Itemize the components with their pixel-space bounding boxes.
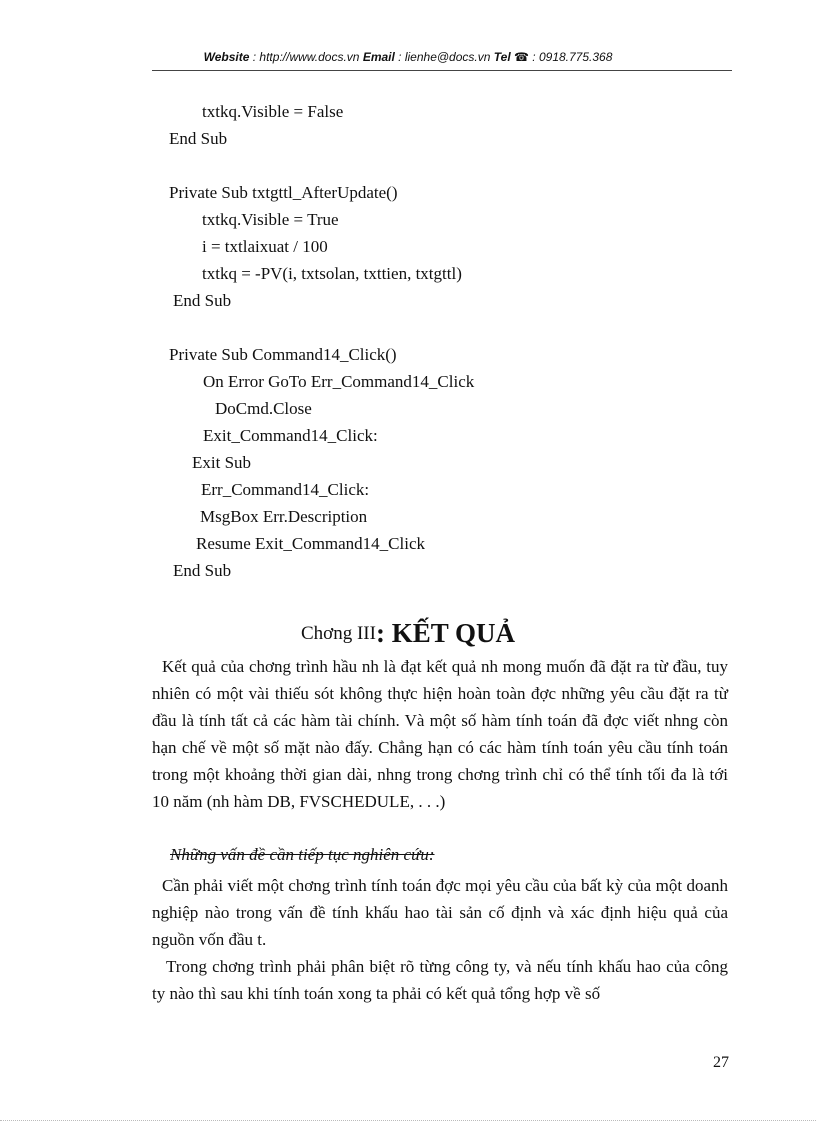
code-line: Exit_Command14_Click: <box>203 426 378 445</box>
email-value: lienhe@docs.vn <box>404 50 491 64</box>
code-line: Exit Sub <box>192 453 252 472</box>
code-line: End Sub <box>173 561 232 580</box>
website-url: http://www.docs.vn <box>259 50 360 64</box>
code-line: Resume Exit_Command14_Click <box>196 534 426 553</box>
code-line: txtkq = -PV(i, txtsolan, txttien, txtgttl) <box>202 264 462 283</box>
code-line: DoCmd.Close <box>215 399 312 418</box>
section-subheading: Những vấn đề cần tiếp tục nghiên cứu: <box>170 845 435 864</box>
results-paragraph: Kết quả của chơng trình hầu nh là đạt kết quả nh mong muốn đã đặt ra từ đầu, tuy nhiên có một vài thiếu sót không thực hiện hoàn toàn đợc những yêu cầu đặt ra từ đầu là tính tất cả các hàm tài chính. Và một số hàm tính toán đã đợc viết nhng còn hạn chế về một số mặt nào đấy. Chẳng hạn có các hàm tính toán yêu cầu tính toán trong một khoảng thời gian dài, nhng trong chơng trình chỉ có thể tính tối đa là tới 10 năm (nh hàm DB, FVSCHEDULE, . . .) <box>152 657 728 811</box>
code-line: On Error GoTo Err_Command14_Click <box>203 372 475 391</box>
website-sep: : <box>249 50 260 64</box>
phone-icon: ☎ <box>514 50 529 64</box>
program-paragraph: Trong chơng trình phải phân biệt rõ từng công ty, và nếu tính khấu hao của công ty nào thì sau khi tính toán xong ta phải có kết quả tổng hợp về số <box>152 957 728 1003</box>
code-line: Err_Command14_Click: <box>201 480 370 499</box>
chapter-title: : KẾT QUẢ <box>375 618 515 648</box>
email-label: Email <box>362 50 395 64</box>
code-line: MsgBox Err.Description <box>200 507 368 526</box>
code-line: End Sub <box>173 291 232 310</box>
page-header <box>0 50 816 64</box>
code-line: Private Sub Command14_Click() <box>169 345 397 364</box>
website-label: Website <box>203 50 250 64</box>
code-line: Private Sub txtgttl_AfterUpdate() <box>169 183 398 202</box>
page-bottom-border <box>0 1120 816 1121</box>
chapter-heading <box>0 618 816 649</box>
code-line: txtkq.Visible = False <box>202 102 344 121</box>
chapter-number: Chơng III <box>301 623 376 644</box>
code-line: txtkq.Visible = True <box>202 210 339 229</box>
page-number: 27 <box>713 1054 729 1071</box>
email-sep: : <box>394 50 405 64</box>
code-line: End Sub <box>169 129 228 148</box>
tel-label: Tel <box>493 50 511 64</box>
tel-value: : 0918.775.368 <box>528 50 613 64</box>
code-line: i = txtlaixuat / 100 <box>202 237 328 256</box>
research-paragraph: Cần phải viết một chơng trình tính toán đợc mọi yêu cầu của bất kỳ của một doanh nghiệp nào trong vấn đề tính khấu hao tài sản cố định và xác định hiệu quả của nguồn vốn đầu t. <box>152 876 728 949</box>
header-divider <box>152 70 732 71</box>
